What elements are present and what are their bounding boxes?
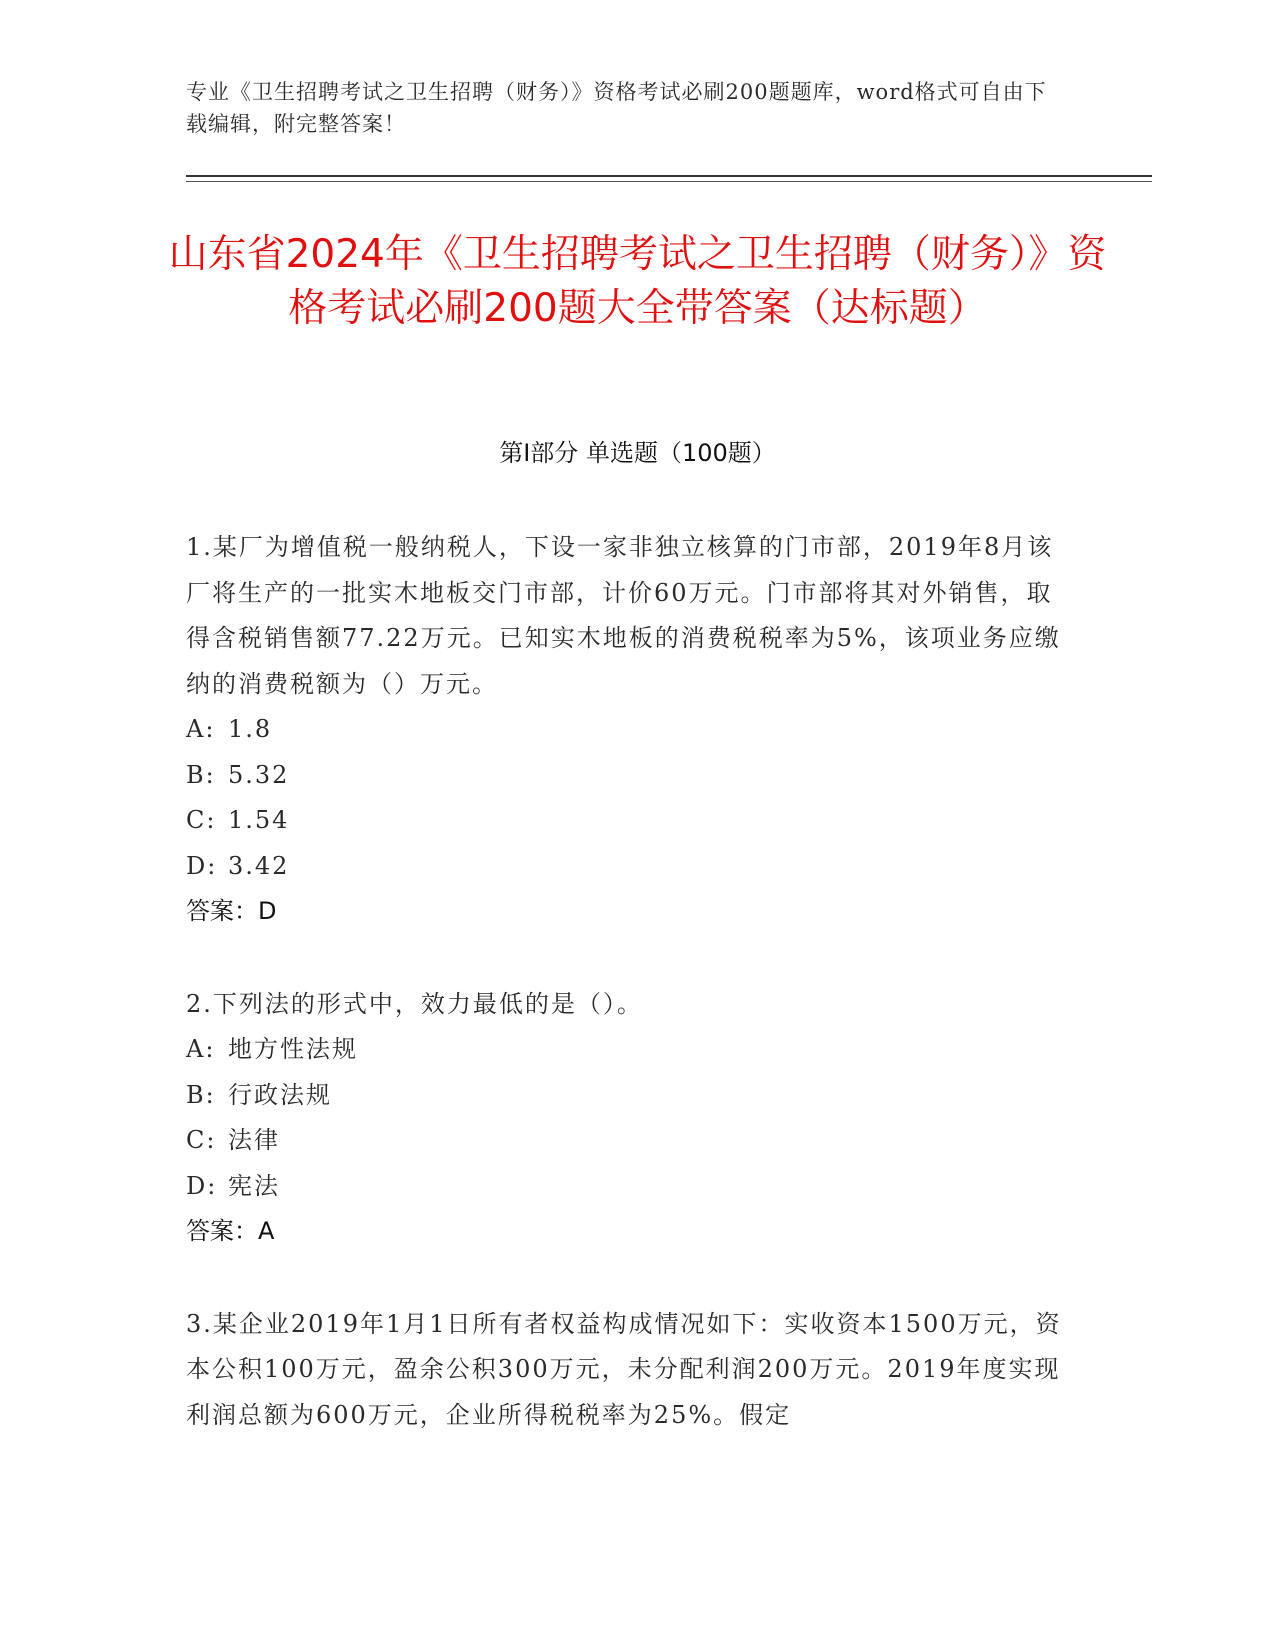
- option-letter: A:: [186, 1035, 216, 1063]
- header-note: 专业《卫生招聘考试之卫生招聘（财务）》资格考试必刷200题题库，word格式可自由下载编辑，附完整答案！: [186, 80, 1047, 136]
- option-letter: C:: [186, 1126, 217, 1154]
- question-text: 3.某企业2019年1月1日所有者权益构成情况如下：实收资本1500万元，资本公积100万元，盈余公积300万元，未分配利润200万元。2019年度实现利润总额为600万元，企业所得税税率为25%。假定: [186, 1309, 1062, 1429]
- option-letter: C:: [186, 806, 217, 834]
- question-list: [186, 525, 1066, 1485]
- option-text: 3.42: [228, 851, 290, 880]
- header-divider-thick: [186, 175, 1152, 177]
- question-item: [186, 525, 1066, 935]
- option-text: 行政法规: [228, 1080, 332, 1109]
- option-text: 5.32: [228, 760, 290, 789]
- option-text: 法律: [228, 1126, 280, 1154]
- header-divider-thin: [186, 181, 1152, 182]
- answer-line: 答案：A: [186, 1217, 275, 1245]
- question-item: [186, 982, 1066, 1255]
- option-b: [186, 1073, 1066, 1119]
- option-letter: A:: [186, 715, 216, 743]
- question-text: 1.某厂为增值税一般纳税人，下设一家非独立核算的门市部，2019年8月该厂将生产的一批实木地板交门市部，计价60万元。门市部将其对外销售，取得含税销售额77.22万元。已知实木地板的消费税税率为5%，该项业务应缴纳的消费税额为（）万元。: [186, 533, 1061, 698]
- option-letter: D:: [186, 851, 218, 880]
- option-text: 地方性法规: [228, 1035, 358, 1063]
- option-text: 1.8: [228, 715, 273, 743]
- answer-line: 答案：D: [186, 897, 277, 925]
- option-letter: D:: [186, 1171, 218, 1200]
- option-a: [186, 707, 1066, 753]
- option-text: 宪法: [228, 1171, 280, 1200]
- option-letter: B:: [186, 1080, 216, 1109]
- option-letter: B:: [186, 760, 216, 789]
- option-d: [186, 1164, 1066, 1210]
- question-text: 2.下列法的形式中，效力最低的是（）。: [186, 989, 643, 1018]
- section-title: 第I部分 单选题（100题）: [499, 439, 776, 467]
- option-b: [186, 753, 1066, 799]
- document-title: 山东省2024年《卫生招聘考试之卫生招聘（财务）》资格考试必刷200题大全带答案（达标题）: [168, 232, 1107, 331]
- option-d: [186, 844, 1066, 890]
- option-text: 1.54: [228, 806, 290, 834]
- option-c: [186, 798, 1066, 844]
- option-c: [186, 1118, 1066, 1164]
- question-item: [186, 1302, 1066, 1439]
- option-a: [186, 1027, 1066, 1073]
